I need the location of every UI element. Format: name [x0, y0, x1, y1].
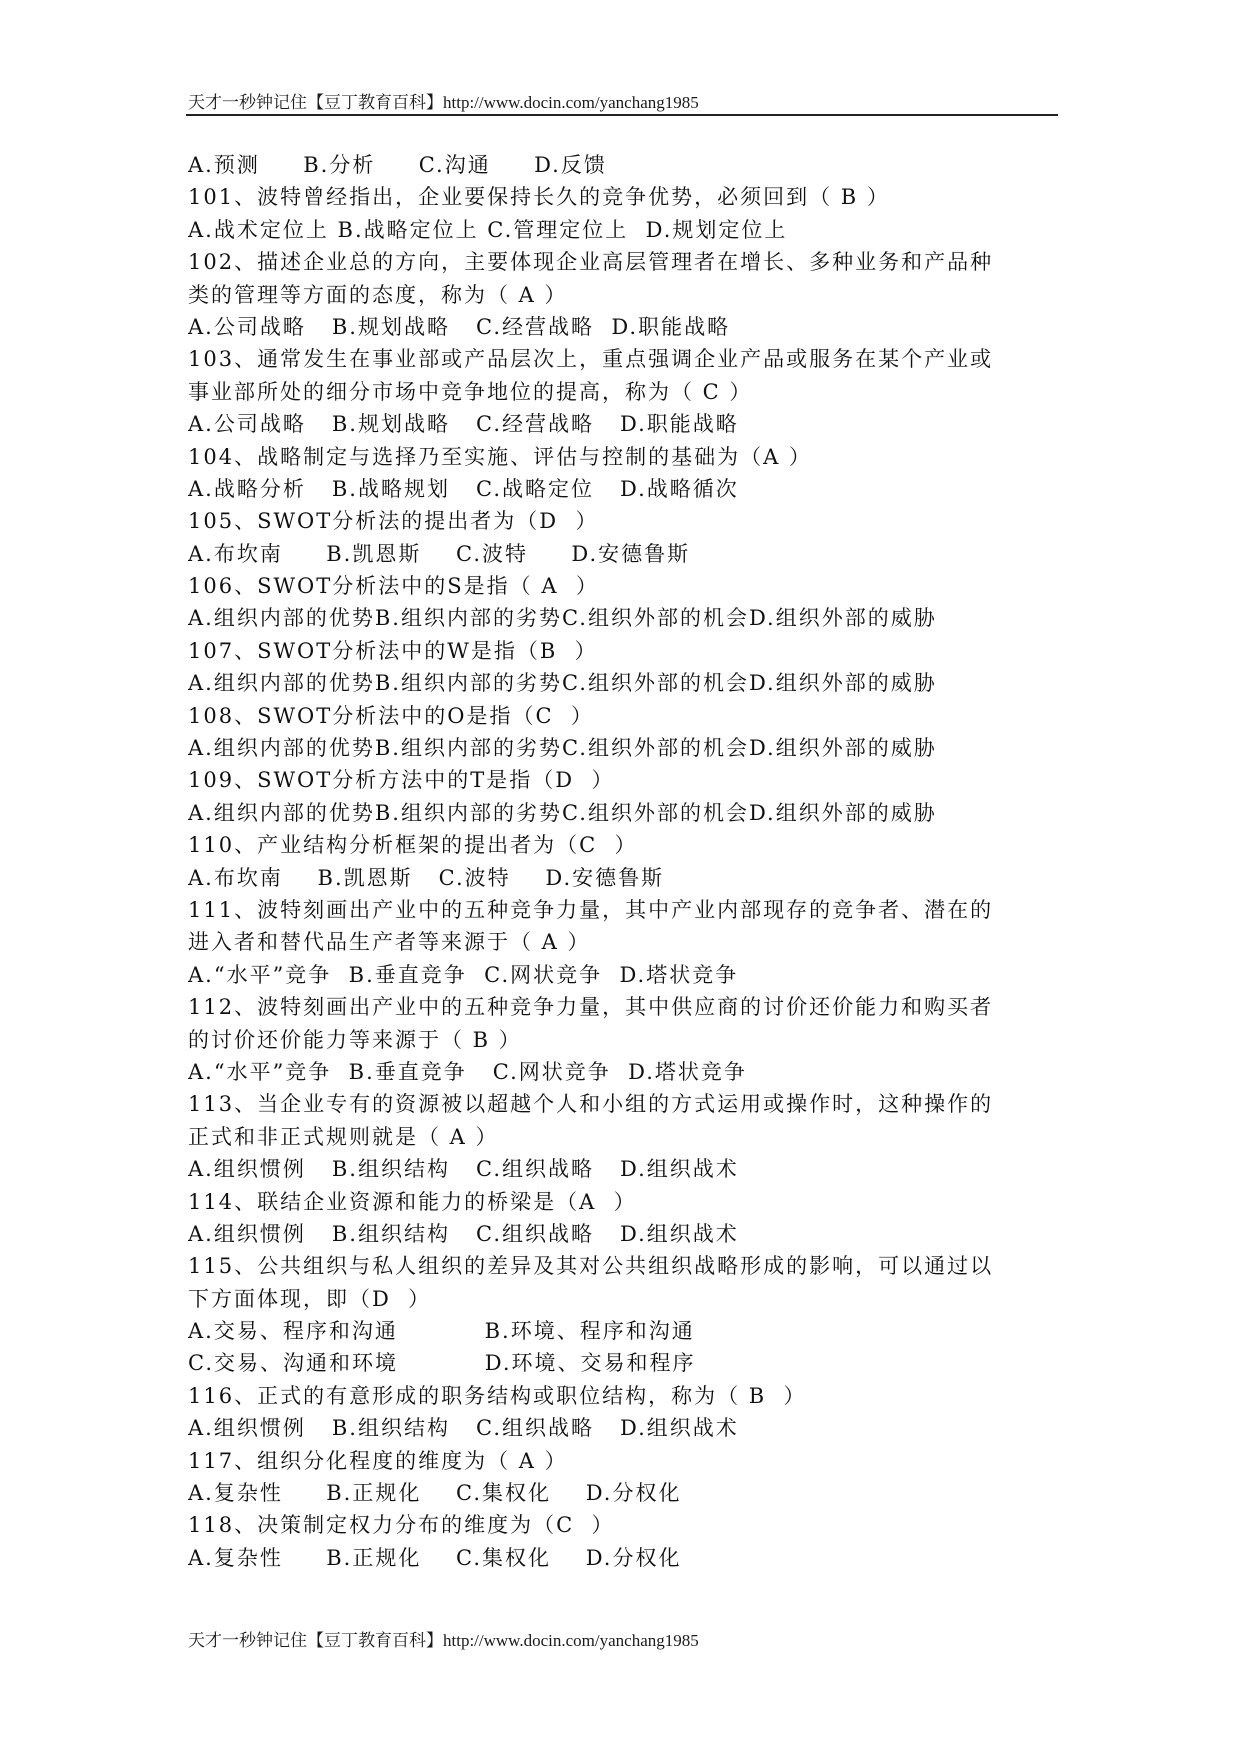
document-line: 下方面体现，即（D ）: [188, 1286, 432, 1311]
document-line: A.预测 B.分析 C.沟通 D.反馈: [188, 153, 607, 177]
document-line: 110、产业结构分析框架的提出者为（C ）: [188, 833, 638, 858]
document-line: 109、SWOT分析方法中的T是指（D ）: [188, 768, 615, 793]
document-line: A.组织惯例 B.组织结构 C.组织战略 D.组织战术: [188, 1416, 739, 1441]
document-line: 115、公共组织与私人组织的差异及其对公共组织战略形成的影响，可以通过以: [188, 1254, 994, 1279]
document-line: A.布坎南 B.凯恩斯 C.波特 D.安德鲁斯: [188, 865, 665, 890]
document-line: A.布坎南 B.凯恩斯 C.波特 D.安德鲁斯: [188, 541, 691, 566]
document-line: 正式和非正式规则就是（ A ）: [188, 1124, 499, 1149]
document-line: A.交易、程序和沟通 B.环境、程序和沟通: [188, 1319, 695, 1344]
document-line: A.公司战略 B.规划战略 C.经营战略 D.职能战略: [188, 412, 739, 437]
document-line: 113、当企业专有的资源被以超越个人和小组的方式运用或操作时，这种操作的: [188, 1092, 994, 1117]
document-line: A.复杂性 B.正规化 C.集权化 D.分权化: [188, 1481, 682, 1506]
document-line: 的讨价还价能力等来源于（ B ）: [188, 1027, 522, 1052]
document-line: 117、组织分化程度的维度为（ A ）: [188, 1448, 568, 1473]
document-line: A.“水平”竞争 B.垂直竞争 C.网状竞争 D.塔状竞争: [188, 962, 739, 987]
document-line: 101、波特曾经指出，企业要保持长久的竞争优势，必须回到（ B ）: [188, 185, 890, 210]
document-body: [188, 149, 1058, 1574]
document-line: 112、波特刻画出产业中的五种竞争力量，其中供应商的讨价还价能力和购买者: [188, 995, 994, 1020]
document-line: 类的管理等方面的态度，称为（ A ）: [188, 282, 568, 307]
document-line: 103、通常发生在事业部或产品层次上，重点强调企业产品或服务在某个产业或: [188, 347, 994, 372]
document-line: 102、描述企业总的方向，主要体现企业高层管理者在增长、多种业务和产品种: [188, 250, 994, 275]
document-line: A.组织内部的优势B.组织内部的劣势C.组织外部的机会D.组织外部的威胁: [188, 736, 937, 761]
document-line: A.组织内部的优势B.组织内部的劣势C.组织外部的机会D.组织外部的威胁: [188, 800, 937, 825]
document-line: A.组织内部的优势B.组织内部的劣势C.组织外部的机会D.组织外部的威胁: [188, 606, 937, 631]
document-line: 108、SWOT分析法中的O是指（C ）: [188, 703, 594, 728]
document-line: 118、决策制定权力分布的维度为（C ）: [188, 1513, 615, 1538]
document-line: 111、波特刻画出产业中的五种竞争力量，其中产业内部现存的竞争者、潜在的: [188, 897, 994, 922]
document-line: 107、SWOT分析法中的W是指（B ）: [188, 638, 598, 663]
header-divider: [186, 114, 1058, 116]
document-line: A.战术定位上 B.战略定位上 C.管理定位上 D.规划定位上: [188, 217, 788, 242]
document-line: 106、SWOT分析法中的S是指（ A ）: [188, 574, 599, 599]
document-line: A.“水平”竞争 B.垂直竞争 C.网状竞争 D.塔状竞争: [188, 1059, 747, 1084]
document-line: 进入者和替代品生产者等来源于（ A ）: [188, 930, 591, 955]
document-line: A.复杂性 B.正规化 C.集权化 D.分权化: [188, 1545, 682, 1570]
document-line: 114、联结企业资源和能力的桥梁是（A ）: [188, 1189, 637, 1214]
page-footer: 天才一秒钟记住【豆丁教育百科】http://www.docin.com/yanchang1985: [188, 1631, 699, 1650]
document-line: A.组织内部的优势B.组织内部的劣势C.组织外部的机会D.组织外部的威胁: [188, 671, 937, 696]
page-header: 天才一秒钟记住【豆丁教育百科】http://www.docin.com/yanchang1985: [188, 93, 699, 112]
document-line: 105、SWOT分析法的提出者为（D ）: [188, 509, 599, 534]
document-line: A.战略分析 B.战略规划 C.战略定位 D.战略循次: [188, 476, 739, 501]
document-line: A.公司战略 B.规划战略 C.经营战略 D.职能战略: [188, 314, 731, 339]
document-line: 事业部所处的细分市场中竞争地位的提高，称为（ C ）: [188, 379, 753, 404]
document-line: A.组织惯例 B.组织结构 C.组织战略 D.组织战术: [188, 1157, 739, 1182]
document-line: 104、战略制定与选择乃至实施、评估与控制的基础为（A ）: [188, 444, 812, 469]
document-line: C.交易、沟通和环境 D.环境、交易和程序: [188, 1351, 696, 1376]
document-line: 116、正式的有意形成的职务结构或职位结构，称为（ B ）: [188, 1383, 807, 1408]
document-line: A.组织惯例 B.组织结构 C.组织战略 D.组织战术: [188, 1221, 739, 1246]
